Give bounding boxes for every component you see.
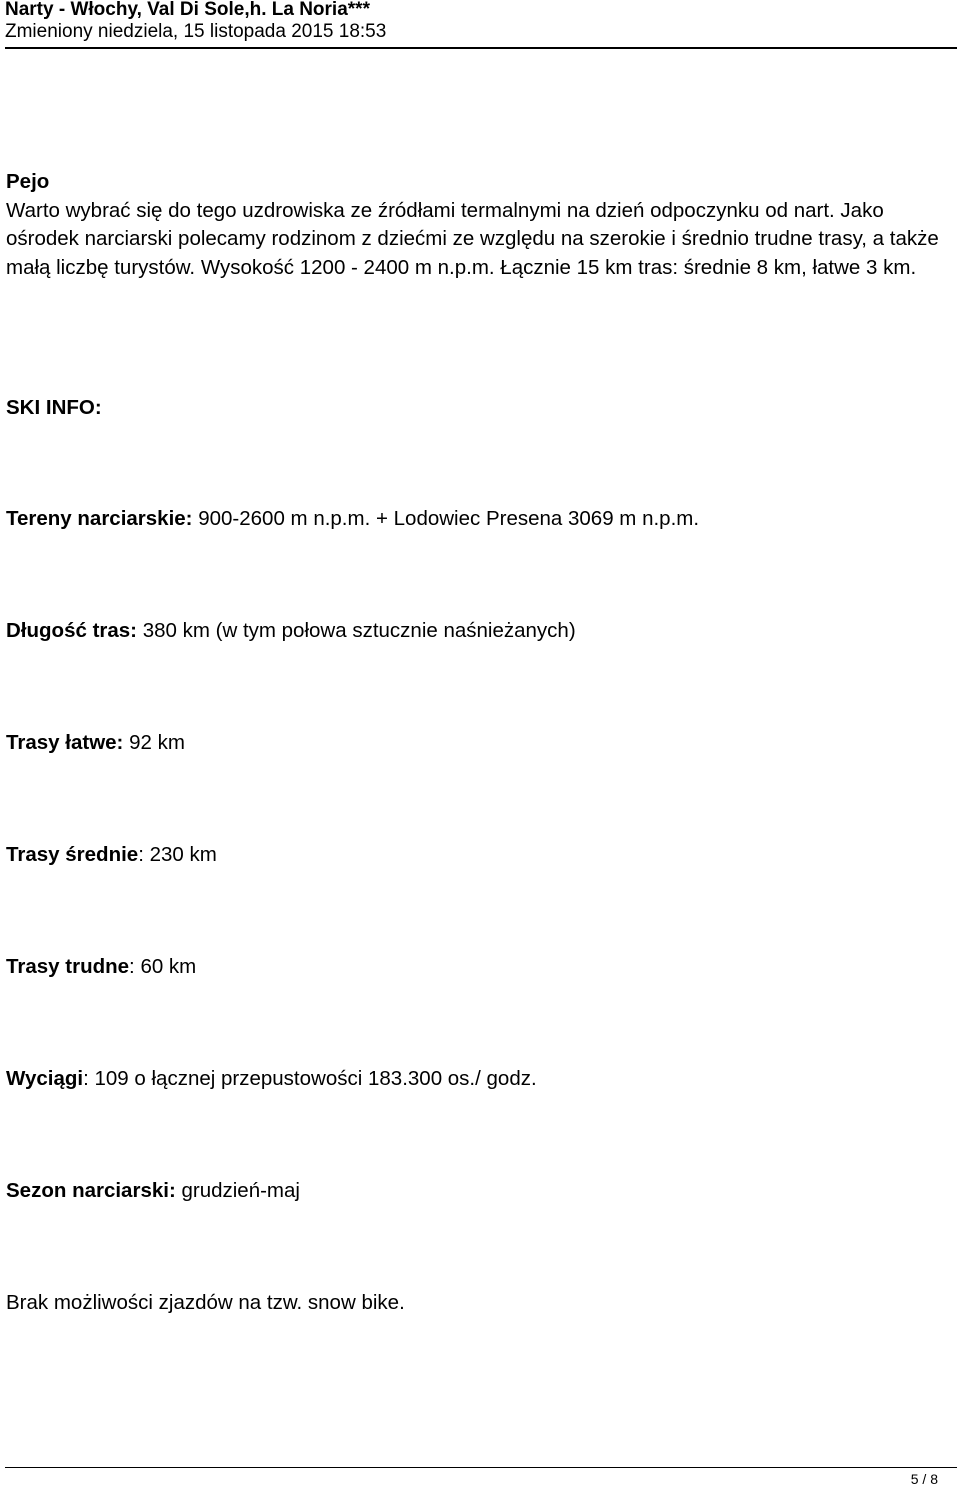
info-lifts bbox=[6, 1065, 537, 1093]
info-value: 380 km (w tym połowa sztucznie naśnieżanych) bbox=[137, 619, 576, 642]
info-value: 92 km bbox=[123, 731, 185, 754]
document-title: Narty - Włochy, Val Di Sole,h. La Noria*** bbox=[5, 0, 370, 20]
section-title: Pejo bbox=[6, 170, 50, 193]
info-easy-slopes bbox=[6, 729, 185, 757]
info-value: grudzień-maj bbox=[175, 1179, 300, 1202]
info-medium-slopes bbox=[6, 841, 217, 869]
info-label: Sezon narciarski: bbox=[6, 1179, 176, 1202]
info-value: : 230 km bbox=[138, 843, 217, 866]
section-paragraph: Warto wybrać się do tego uzdrowiska ze źródłami termalnymi na dzień odpoczynku od nart. Jako ośrodek narciarski polecamy rodzinom z dziećmi ze względu na szerokie i średnio trudne trasy, a także małą liczbę turystów. Wysokość 1200 - 2400 m n.p.m. Łącznie 15 km tras: średnie 8 km, łatwe 3 km. bbox=[6, 198, 939, 279]
snow-bike-note: Brak możliwości zjazdów na tzw. snow bike. bbox=[6, 1291, 405, 1314]
info-label: Wyciągi bbox=[6, 1067, 84, 1090]
modified-date: Zmieniony niedziela, 15 listopada 2015 18:53 bbox=[5, 21, 387, 42]
info-value: : 60 km bbox=[129, 955, 197, 978]
ski-info-heading: SKI INFO: bbox=[6, 396, 102, 419]
info-label: Trasy łatwe: bbox=[6, 731, 124, 754]
info-label: Długość tras: bbox=[6, 619, 137, 642]
article-body bbox=[6, 168, 951, 282]
info-label: Tereny narciarskie: bbox=[6, 507, 193, 530]
info-label: Trasy średnie bbox=[6, 843, 139, 866]
info-label: Trasy trudne bbox=[6, 955, 130, 978]
page-number: 5 / 8 bbox=[910, 1471, 938, 1487]
info-slope-length bbox=[6, 617, 576, 645]
footer-divider bbox=[5, 1467, 957, 1468]
info-terrain bbox=[6, 505, 699, 533]
info-season bbox=[6, 1177, 300, 1205]
document-header bbox=[5, 0, 955, 44]
header-divider bbox=[5, 47, 957, 49]
info-hard-slopes bbox=[6, 953, 196, 981]
info-value: 900-2600 m n.p.m. + Lodowiec Presena 3069 m n.p.m. bbox=[192, 507, 700, 530]
info-value: : 109 o łącznej przepustowości 183.300 os./ godz. bbox=[83, 1067, 537, 1090]
